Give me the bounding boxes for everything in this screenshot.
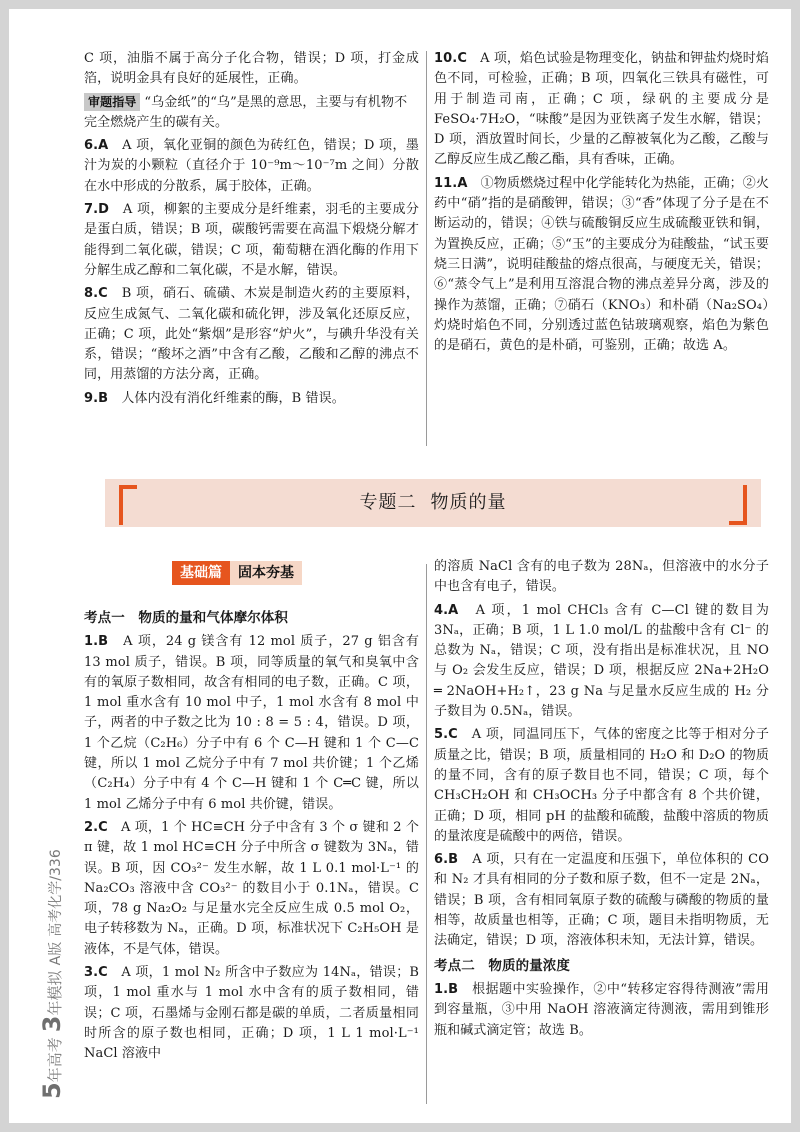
topic-title: 专题二 物质的量	[359, 492, 507, 513]
answer-cont: C 项，油脂不属于高分子化合物，错误；D 项，打金成箔，说明金具有良好的延展性，正确。	[84, 51, 419, 87]
book-spine-label: 5年高考 3年模拟 A版 高考化学/336	[38, 849, 66, 1099]
bottom-right-column	[434, 557, 769, 1044]
bottom-left-column	[84, 604, 419, 1068]
answer-6: 6.A A 项，氧化亚铜的颜色为砖红色，错误；D 项，墨汁为炭的小颗粒（直径介于 10⁻⁹m～10⁻⁷m 之间）分散在水中形成的分散系，属于胶体，正确。	[84, 138, 419, 194]
answer-b5: 5.C A 项，同温同压下，气体的密度之比等于相对分子质量之比，错误；B 项，质量相同的 H₂O 和 D₂O 的物质的量不同，含有的原子数目也不同，错误；C 项，每个 CH₃CH₂OH 和 CH₃OCH₃ 分子中都含有 8 个共价键，正确；D 项，相同 pH 的盐酸和硫酸，盐酸中溶质的物质的量浓度是硫酸中的两倍，错误。	[434, 727, 769, 844]
answer-b4: 4.A A 项，1 mol CHCl₃ 含有 C—Cl 键的数目为 3Nₐ，正确；B 项，1 L 1.0 mol/L 的盐酸中含有 Cl⁻ 的总数为 Nₐ，错误；C 项，没有指出是标准状况，且 NO 与 O₂ 会发生反应，错误；D 项，根据反应 2Na+2H₂O ═ 2NaOH+H₂↑，23 g Na 与足量水反应生成的 H₂ 分子数目为 0.5Nₐ，错误。	[434, 602, 769, 720]
answer-b1: 1.B A 项，24 g 镁含有 12 mol 质子，27 g 铝含有 13 mol 质子，错误。B 项，同等质量的氧气和臭氧中含有的氧原子数相同，故含有相同的电子数，正确。C 项，1 mol 重水含有 10 mol 中子，1 mol 水含有 8 mol 中子，两者的中子数之比为 10 : 8 = 5 : 4，错误。D 项，1 个乙烷（C₂H₆）分子中有 6 个 C—H 键和 1 个 C—C 键，所以 1 mol 乙烷分子中有 7 mol 共价键；1 个乙烯（C₂H₄）分子中有 4 个 C—H 键和 1 个 C═C 键，所以 1 mol 乙烯分子中有 6 mol 共价键，错误。	[84, 634, 419, 812]
answer-10: 10.C A 项，焰色试验是物理变化，钠盐和钾盐灼烧时焰色不同，可检验，正确；B 项，四氧化三铁具有磁性，可用于制造司南，正确；C 项，绿矾的主要成分是 FeSO₄·7H₂O，“味酸”是因为亚铁离子发生水解，错误；D 项，酒放置时间长，少量的乙醇被氧化为乙酸，乙酸与乙醇反应生成乙酸乙酯，具有香味，正确。	[434, 51, 769, 168]
section-tag-sub: 固本夯基	[230, 561, 302, 585]
section-tag	[172, 561, 302, 585]
column-divider	[426, 564, 427, 1104]
section-tag-label: 基础篇	[172, 561, 230, 585]
column-divider	[426, 51, 427, 446]
answer-7: 7.D A 项，柳絮的主要成分是纤维素，羽毛的主要成分是蛋白质，错误；B 项，碳酸钙需要在高温下煅烧分解才能得到二氧化碳，错误；C 项，葡萄糖在酒化酶的作用下分解生成乙醇和二氧化碳，不是水解，错误。	[84, 202, 419, 278]
point-heading-1: 考点一 物质的量和气体摩尔体积	[84, 610, 288, 626]
answer-11: 11.A ①物质燃烧过程中化学能转化为热能，正确；②火药中“硝”指的是硝酸钾，错误；③“香”体现了分子是在不断运动的，错误；④铁与硫酸铜反应生成硫酸亚铁和铜，为置换反应，正确；⑤“玉”的主要成分为硅酸盐，“试玉要烧三日满”，说明硅酸盐的熔点很高，与硬度无关，错误；⑥“蒸令气上”是利用互溶混合物的沸点差异分离，涉及的操作为蒸馏，正确；⑦硝石（KNO₃）和朴硝（Na₂SO₄）灼烧时焰色不同，分别透过蓝色钴玻璃观察，焰色为紫色的是硝石，黄色的是朴硝，可鉴别，正确；故选 A。	[434, 175, 769, 354]
page-number: /336	[48, 849, 64, 881]
review-tip	[84, 93, 419, 134]
answer-b3: 3.C A 项，1 mol N₂ 所含中子数应为 14Nₐ，错误；B 项，1 mol 重水与 1 mol 水中含有的质子数相同，错误；C 项，石墨烯与金刚石都是碳的单质，二者质量相同时所含的原子数也相同，正确；D 项，1 L 1 mol·L⁻¹ NaCl 溶液中	[84, 965, 419, 1062]
answer-c1: 1.B 根据题中实验操作，②中“转移定容得待测液”需用到容量瓶，③中用 NaOH 溶液滴定待测液，需用到锥形瓶和碱式滴定管；故选 B。	[434, 981, 769, 1038]
tip-text: “乌金纸”的“乌”是黑的意思，主要与有机物不完全燃烧产生的碳有关。	[84, 94, 408, 130]
page	[9, 9, 791, 1123]
point-heading-2: 考点二 物质的量浓度	[434, 957, 570, 974]
answer-9: 9.B 人体内没有消化纤维素的酶，B 错误。	[84, 390, 345, 406]
top-left-column	[84, 49, 419, 412]
topic-banner	[105, 479, 761, 527]
answer-b3-cont: 的溶质 NaCl 含有的电子数为 28Nₐ，但溶液中的水分子中也含有电子，错误。	[434, 559, 769, 595]
tip-badge: 审题指导	[84, 93, 140, 111]
answer-b6: 6.B A 项，只有在一定温度和压强下，单位体积的 CO 和 N₂ 才具有相同的分子数和原子数，但不一定是 2Nₐ，错误；B 项，含有相同氧原子数的硫酸与磷酸的物质的量相等，故质量也相等，正确；C 项，题目未指明物质，无法确定，错误；D 项，溶液体积未知，无法计算，错误。	[434, 852, 769, 949]
answer-b2: 2.C A 项，1 个 HC≡CH 分子中含有 3 个 σ 键和 2 个 π 键，故 1 mol HC≡CH 分子中所含 σ 键数为 3Nₐ，错误。B 项，因 CO₃²⁻ 发生水解，故 1 L 0.1 mol·L⁻¹ 的 Na₂CO₃ 溶液中含 CO₃²⁻ 的数目小于 0.1Nₐ，错误。C 项，78 g Na₂O₂ 与足量水完全反应生成 0.5 mol O₂，电子转移数为 Nₐ，正确。D 项，标准状况下 C₂H₅OH 是液体，不是气体，错误。	[84, 819, 419, 957]
answer-8: 8.C B 项，硝石、硫磺、木炭是制造火药的主要原料，反应生成氮气、二氧化碳和硫化钾，涉及氧化还原反应，正确；C 项，此处“紫烟”是形容“炉火”，与碘升华没有关系，错误；“酸坏之酒”中含有乙酸，乙酸和乙醇的沸点不同，用蒸馏的方法分离，正确。	[84, 286, 419, 383]
top-right-column	[434, 49, 769, 359]
